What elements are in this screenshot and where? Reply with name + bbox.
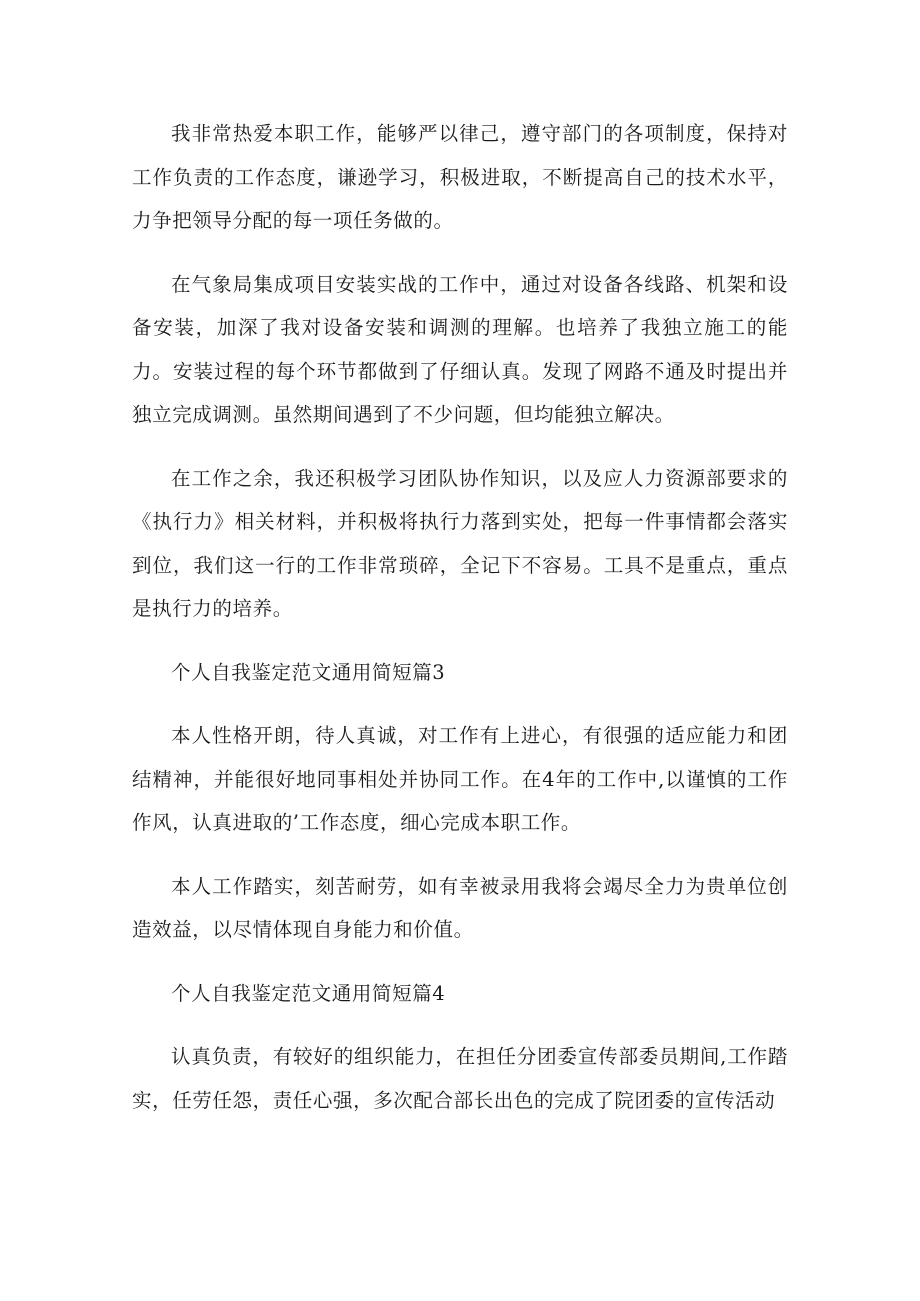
paragraph-hardworking: 本人工作踏实，刻苦耐劳，如有幸被录用我将会竭尽全力为贵单位创造效益，以尽情体现自身能力和价值。 — [132, 874, 788, 941]
paragraph-personality: 本人性格开朗，待人真诚，对工作有上进心，有很强的适应能力和团结精神，并能很好地同事相处并协同工作。在4年的工作中,以谨慎的工作作风，认真进取的’工作态度，细心完成本职工作。 — [132, 724, 788, 834]
paragraph-work-attitude: 我非常热爱本职工作，能够严以律己，遵守部门的各项制度，保持对工作负责的工作态度，谦逊学习，积极进取，不断提高自己的技术水平，力争把领导分配的每一项任务做的。 — [132, 122, 788, 232]
section-heading-part-3: 个人自我鉴定范文通用简短篇3 — [171, 660, 446, 684]
section-heading-part-4: 个人自我鉴定范文通用简短篇4 — [171, 981, 446, 1005]
paragraph-execution-study: 在工作之余，我还积极学习团队协作知识，以及应人力资源部要求的《执行力》相关材料，并积极将执行力落到实处，把每一件事情都会落实到位，我们这一行的工作非常琐碎，全记下不容易。工具不是重点，重点是执行力的培养。 — [132, 466, 788, 620]
paragraph-organization-ability: 认真负责，有较好的组织能力，在担任分团委宣传部委员期间,工作踏实，任劳任怨，责任心强，多次配合部长出色的完成了院团委的宣传活动 — [132, 1045, 788, 1112]
paragraph-weather-bureau-project: 在气象局集成项目安装实战的工作中，通过对设备各线路、机架和设备安装，加深了我对设备安装和调测的理解。也培养了我独立施工的能力。安装过程的每个环节都做到了仔细认真。发现了网路不通及时提出并独立完成调测。虽然期间遇到了不少问题，但均能独立解决。 — [132, 272, 788, 426]
